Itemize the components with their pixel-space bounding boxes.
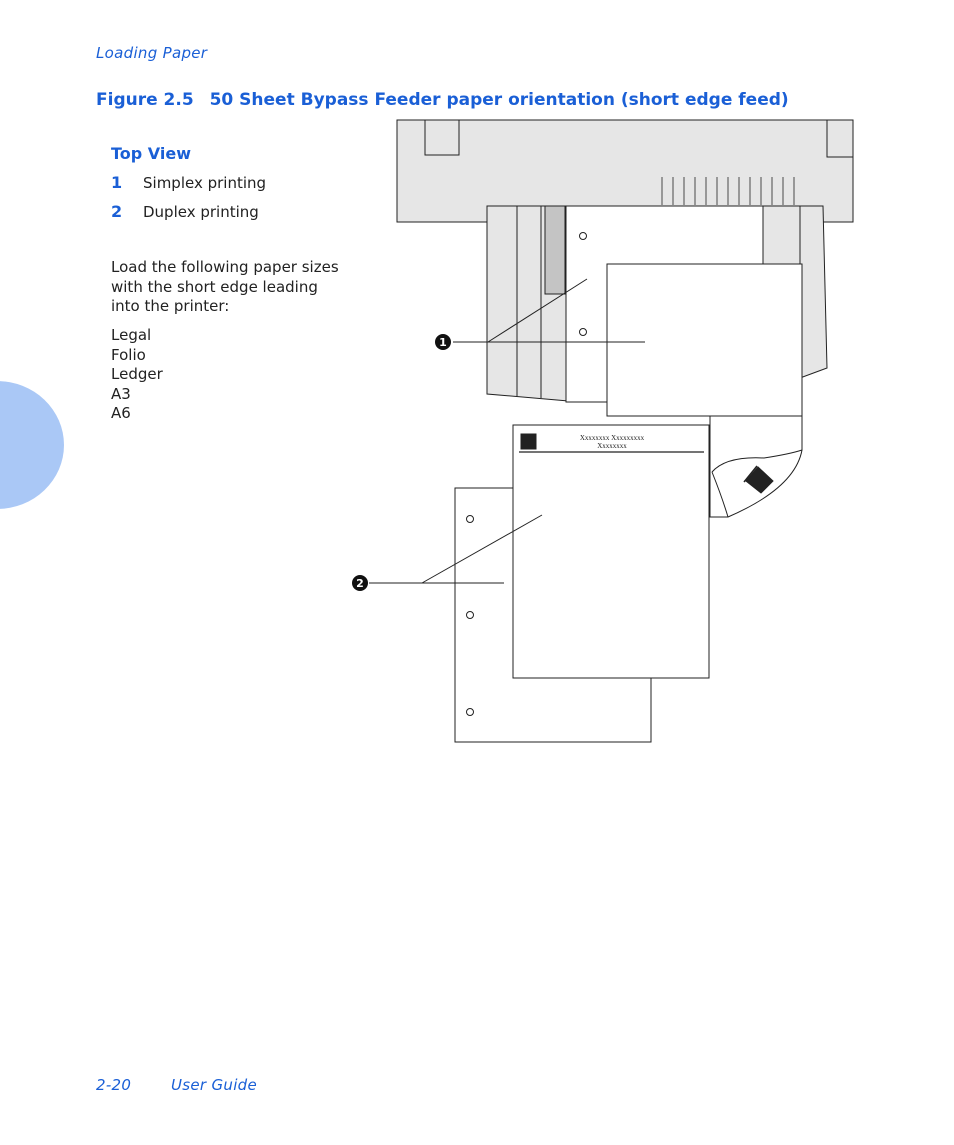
sheet-header-line2: Xxxxxxxx xyxy=(597,442,627,450)
chapter-tab xyxy=(0,381,64,509)
figure-caption xyxy=(96,90,789,110)
list-item: A3 xyxy=(111,384,131,403)
instructions-text: Load the following paper sizes with the short edge leading into the printer: xyxy=(111,258,339,315)
page-number: 2-20 xyxy=(96,1076,132,1094)
paper-guide xyxy=(545,206,565,294)
list-item: Legal xyxy=(111,326,152,344)
page-footer xyxy=(96,1076,257,1094)
legend-label: Simplex printing xyxy=(143,174,267,192)
bypass-feeder-illustration xyxy=(340,110,870,750)
top-view-heading: Top View xyxy=(111,144,192,163)
list-item: Ledger xyxy=(111,365,163,383)
duplex-sheet-front xyxy=(513,425,709,678)
callout-2-number: 2 xyxy=(356,577,364,590)
running-header: Loading Paper xyxy=(96,44,208,62)
footer-title: User Guide xyxy=(171,1076,258,1094)
figure-number: Figure 2.5 xyxy=(96,90,194,110)
legend-item-duplex xyxy=(111,202,259,221)
legend-item-simplex xyxy=(111,173,266,192)
simplex-sheet-front xyxy=(607,264,802,416)
figure-title: 50 Sheet Bypass Feeder paper orientation (short edge feed) xyxy=(209,90,789,110)
legend-number: 2 xyxy=(111,202,123,221)
callout-1-number: 1 xyxy=(439,336,447,349)
legend-label: Duplex printing xyxy=(143,203,259,221)
paper-size-list xyxy=(111,326,163,424)
list-item: A6 xyxy=(111,404,131,422)
legend-number: 1 xyxy=(111,173,123,192)
sheet-header-line1: Xxxxxxxx Xxxxxxxxx xyxy=(579,434,645,442)
list-item: Folio xyxy=(111,345,146,364)
